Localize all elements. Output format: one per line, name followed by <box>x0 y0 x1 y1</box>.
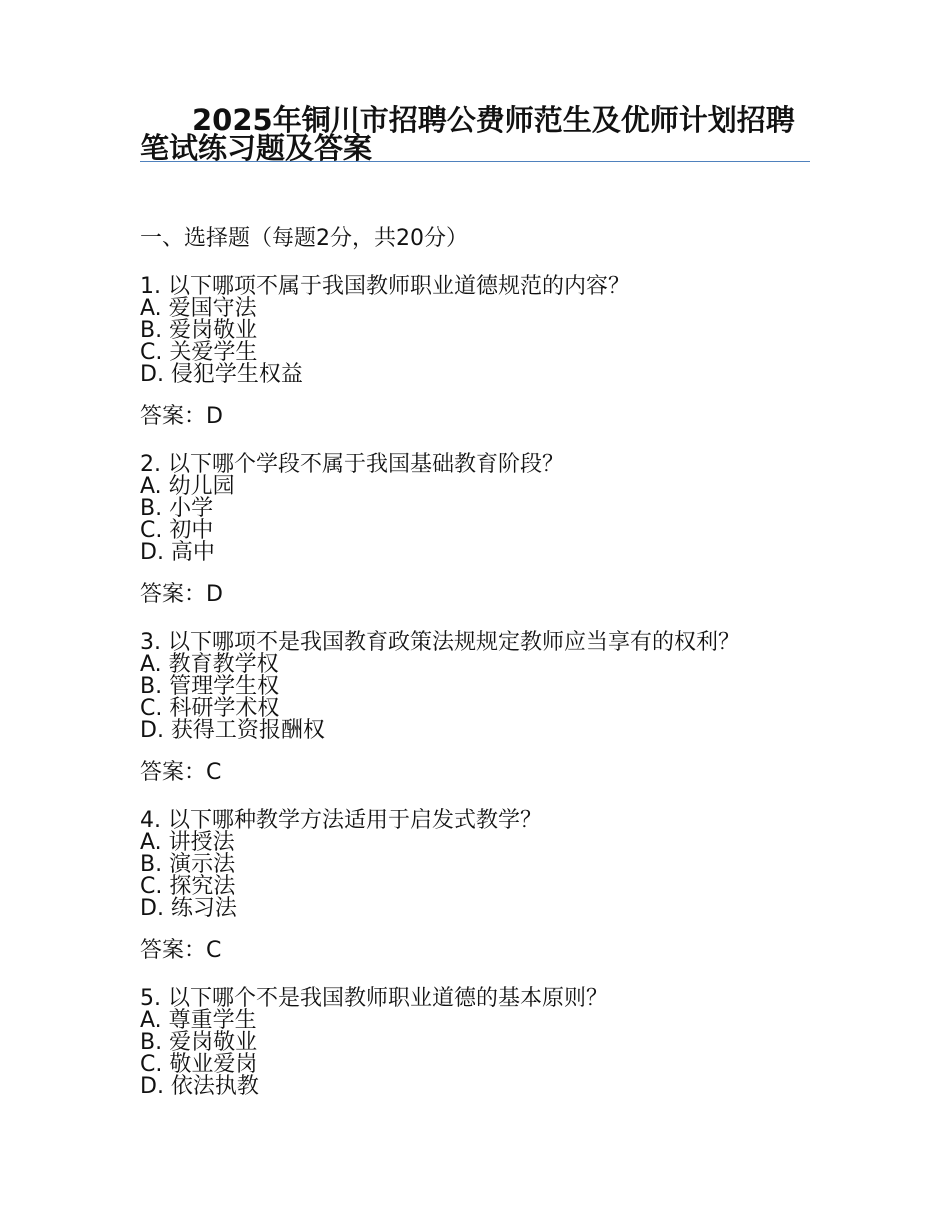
title-underline <box>140 161 810 162</box>
title-block <box>140 103 810 165</box>
option-a: A. 尊重学生 <box>140 1008 257 1033</box>
option-a: A. 幼儿园 <box>140 474 235 499</box>
question-2 <box>140 454 780 610</box>
option-b: B. 管理学生权 <box>140 674 280 699</box>
option-a: A. 爱国守法 <box>140 296 257 321</box>
option-d: D. 练习法 <box>140 896 237 921</box>
question-text: 1. 以下哪项不属于我国教师职业道德规范的内容？ <box>140 274 630 299</box>
option-c: C. 初中 <box>140 518 214 543</box>
option-c: C. 探究法 <box>140 874 236 899</box>
question-text: 3. 以下哪项不是我国教育政策法规规定教师应当享有的权利？ <box>140 630 740 655</box>
option-b: B. 演示法 <box>140 852 236 877</box>
question-4 <box>140 810 780 966</box>
answer: 答案：C <box>140 760 222 785</box>
section-heading: 一、选择题（每题2分，共20分） <box>140 226 468 251</box>
option-a: A. 讲授法 <box>140 830 235 855</box>
answer: 答案：D <box>140 582 223 607</box>
question-text: 2. 以下哪个学段不属于我国基础教育阶段？ <box>140 452 564 477</box>
option-d: D. 依法执教 <box>140 1074 259 1099</box>
option-c: C. 关爱学生 <box>140 340 258 365</box>
document-title: 2025年铜川市招聘公费师范生及优师计划招聘笔试练习题及答案 <box>140 103 795 165</box>
question-5 <box>140 988 780 1098</box>
option-b: B. 小学 <box>140 496 214 521</box>
option-c: C. 敬业爱岗 <box>140 1052 258 1077</box>
option-d: D. 高中 <box>140 540 215 565</box>
option-c: C. 科研学术权 <box>140 696 280 721</box>
question-text: 5. 以下哪个不是我国教师职业道德的基本原则？ <box>140 986 608 1011</box>
option-b: B. 爱岗敬业 <box>140 318 258 343</box>
option-a: A. 教育教学权 <box>140 652 279 677</box>
document-content <box>140 224 780 1098</box>
option-d: D. 侵犯学生权益 <box>140 362 303 387</box>
answer: 答案：C <box>140 938 222 963</box>
option-d: D. 获得工资报酬权 <box>140 718 325 743</box>
answer: 答案：D <box>140 404 223 429</box>
question-1 <box>140 276 780 432</box>
option-b: B. 爱岗敬业 <box>140 1030 258 1055</box>
question-3 <box>140 632 780 788</box>
question-text: 4. 以下哪种教学方法适用于启发式教学？ <box>140 808 542 833</box>
